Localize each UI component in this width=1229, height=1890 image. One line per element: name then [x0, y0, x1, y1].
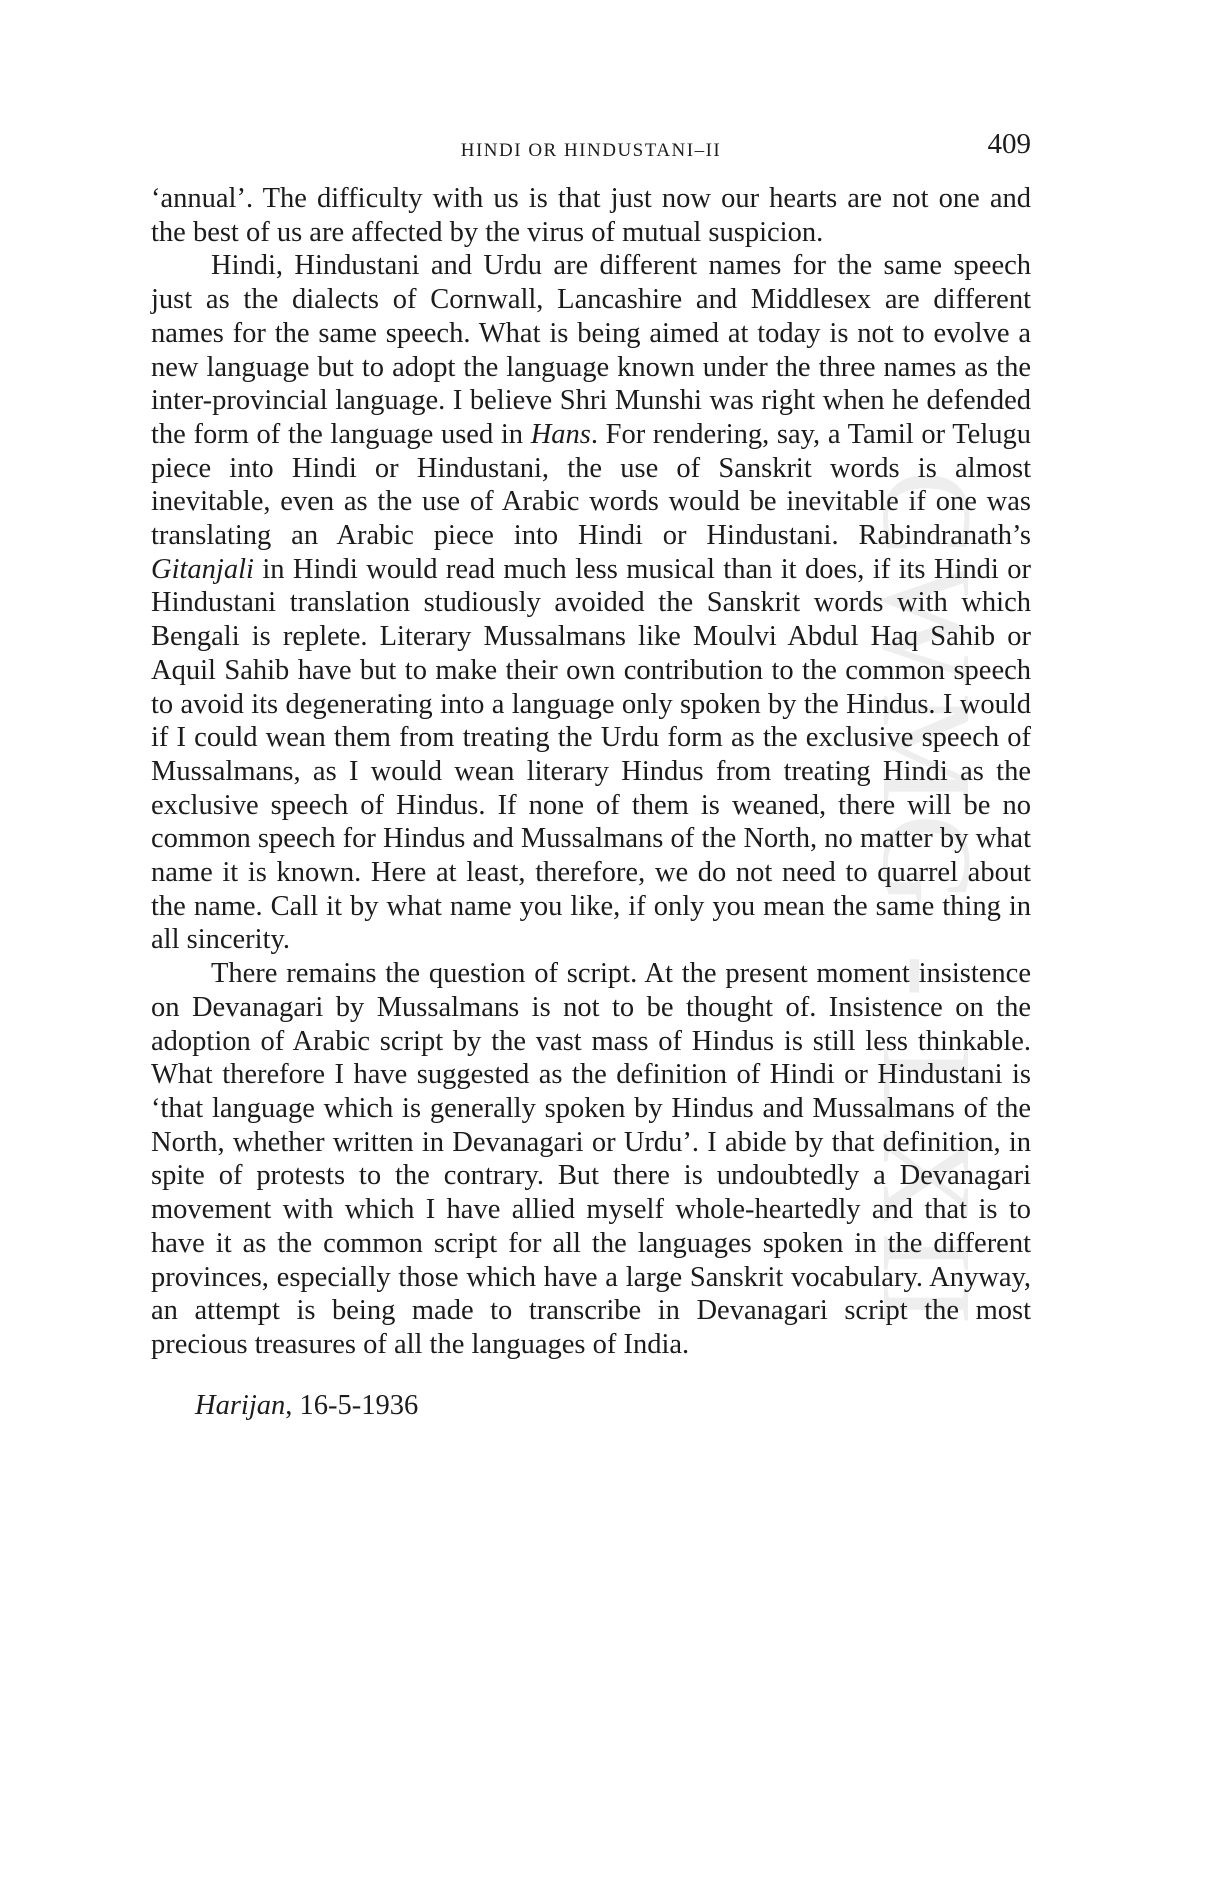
paragraph-2-text-a: Hindi, Hindustani and Urdu are different names for the same speech just as the dialects of Cornwall, Lancashire and Middlesex are different names for the same speech. What is being aimed at today is not to evolve a new language but to adopt the language known under the three names as the inter-provincial language. I believe Shri Munshi was right when he defended the form of the language used in [151, 250, 1031, 450]
page [151, 128, 1031, 1422]
watermark: CWMG - LXII [856, 470, 998, 1333]
page-number: 409 [987, 128, 1031, 160]
source-publication: Harijan [195, 1389, 286, 1421]
source-citation [195, 1390, 1031, 1422]
running-title: HINDI OR HINDUSTANI–II [460, 140, 722, 161]
running-header [151, 128, 1031, 168]
paragraph-2 [151, 249, 1031, 957]
italic-hans: Hans [530, 418, 591, 450]
body-text [151, 182, 1031, 1362]
paragraph-2-text-b: . For rendering, say, a Tamil or Telugu piece into Hindi or Hindustani, the use of Sanskrit words is almost inevitable, even as the use of Arabic words would be inevitable if one was translating an Arabic piece into Hindi or Hindustani. Rabindranath’s [151, 418, 1031, 552]
source-separator: , [285, 1389, 300, 1421]
italic-gitanjali: Gitanjali [151, 553, 254, 585]
source-date: 16-5-1936 [299, 1389, 419, 1421]
paragraph-2-text-c: in Hindi would read much less musical than it does, if its Hindi or Hindustani translation studiously avoided the Sanskrit words with which Bengali is replete. Literary Mussalmans like Moulvi Abdul Haq Sahib or Aquil Sahib have but to make their own contribution to the common speech to avoid its degenerating into a language only spoken by the Hindus. I would if I could wean them from treating the Urdu form as the exclusive speech of Mussalmans, as I would wean literary Hindus from treating Hindi as the exclusive speech of Hindus. If none of them is weaned, there will be no common speech for Hindus and Mussalmans of the North, no matter by what name it is known. Here at least, therefore, we do not need to quarrel about the name. Call it by what name you like, if only you mean the same thing in all sincerity. [151, 553, 1031, 956]
paragraph-3: There remains the question of script. At the present moment insistence on Devanagari by Mussalmans is not to be thought of. Insistence on the adoption of Arabic script by the vast mass of Hindus is still less thinkable. What therefore I have suggested as the definition of Hindi or Hindustani is ‘that language which is generally spoken by Hindus and Mussalmans of the North, whether written in Devanagari or Urdu’. I abide by that definition, in spite of protests to the contrary. But there is undoubtedly a Devanagari movement with which I have allied myself whole-heartedly and that is to have it as the common script for all the languages spoken in the different provinces, especially those which have a large Sanskrit vocabulary. Anyway, an attempt is being made to transcribe in Devanagari script the most precious treasures of all the languages of India. [151, 958, 1031, 1360]
paragraph-1: ‘annual’. The difficulty with us is that just now our hearts are not one and the best of us are affected by the virus of mutual suspicion. [151, 183, 1031, 248]
